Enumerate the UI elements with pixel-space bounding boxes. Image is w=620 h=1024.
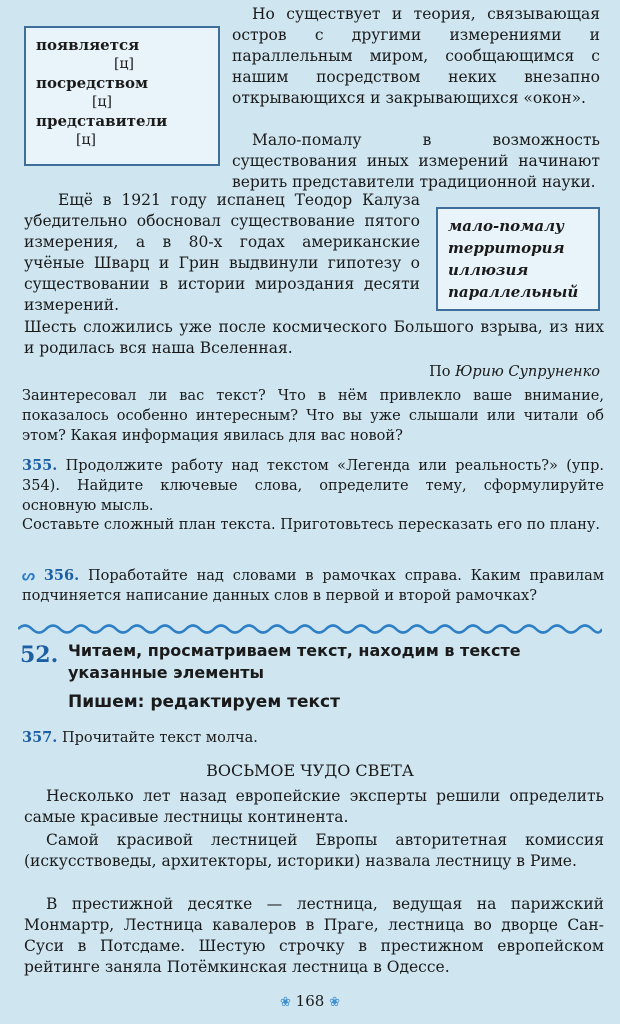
spelling-box-words [436,207,600,311]
box-tag: [ц] [92,94,112,110]
attribution [429,362,600,382]
paragraph-experts: Несколько лет назад европейские эксперты решили определить самые красивые лестницы континента. [24,787,604,826]
box-tag: [ц] [114,56,134,72]
box2-word: мало-помалу [448,217,565,235]
questions: Заинтересовал ли вас текст? Что в нём привлекло ваше внимание, показалось особенно интересным? Что вы уже слышали или читали об этом? Какая информация явилась для вас новой? [22,388,604,444]
exercise-number: 357. [22,729,58,746]
box-word: появляется [36,36,140,54]
text-title: ВОСЬМОЕ ЧУДО СВЕТА [206,761,414,780]
ornament-right-icon: ❀ [329,995,340,1010]
exercise-357 [22,728,604,748]
paragraph-kaluza: Ещё в 1921 году испанец Теодор Калуза убедительно обосновал существование пятого измерения, а в 80-х годах американские учёные Шварц и Грин выдвинули гипотезу о существовании в истории мироздания десяти измерений. [24,191,420,314]
exercise-number: 355. [22,457,58,474]
box2-word: иллюзия [448,261,529,279]
box-tag: [ц] [76,132,96,148]
chain-link-icon: ᔕ [22,567,35,584]
attribution-prefix: По [429,364,456,380]
paragraph-theory: Но существует и теория, связывающая остров с другими измерениями и параллельным миром, сообщающимся с нашим посредством неких внезапно открывающихся и закрывающихся «окон». [232,5,600,107]
page-number: 168 [295,992,325,1010]
exercise-355-part2: Составьте сложный план текста. Приготовьтесь пересказать его по плану. [22,517,601,533]
box2-word: параллельный [448,283,579,301]
box2-word: территория [448,239,565,257]
lesson-subtitle: Пишем: редактируем текст [68,692,340,712]
page-footer [0,990,620,1012]
paragraph-six: Шесть сложились уже после космического Большого взрыва, из них и родилась вся наша Вселенная. [24,318,604,357]
lesson-number: 52. [20,642,59,668]
ornament-left-icon: ❀ [279,995,291,1010]
exercise-text: Продолжите работу над текстом «Легенда или реальность?» (упр. 354). Найдите ключевые слова, определите тему, сформулируйте основную мысль. [22,458,604,514]
attribution-author: Юрию Супруненко [455,364,600,380]
exercise-number: 356. [43,567,80,584]
exercise-355 [22,456,604,516]
exercise-356 [22,566,604,606]
lesson-title: Читаем, просматриваем текст, находим в тексте указанные элементы [68,641,521,682]
paragraph-ten: В престижной десятке — лестница, ведущая на парижский Монмартр, Лестница кавалеров в Праге, лестница во дворце Сан-Суси в Потсдаме. Шестую строчку в престижном европейском рейтинге заняла Потёмкинская лестница в Одессе. [24,895,604,976]
paragraph-gradually: Мало-помалу в возможность существования иных измерений начинают верить представители традиционной науки. [232,131,600,191]
exercise-text: Прочитайте текст молча. [61,730,258,746]
paragraph-rome: Самой красивой лестницей Европы авторитетная комиссия (искусствоведы, архитекторы, историки) назвала лестницу в Риме. [24,831,604,870]
box-word: посредством [36,74,149,92]
spelling-box-ts [24,26,220,166]
wave-divider [18,622,602,636]
box-word: представители [36,112,168,130]
exercise-text: Поработайте над словами в рамочках справа. Каким правилам подчиняется написание данных слов в первой и второй рамочках? [22,568,604,604]
